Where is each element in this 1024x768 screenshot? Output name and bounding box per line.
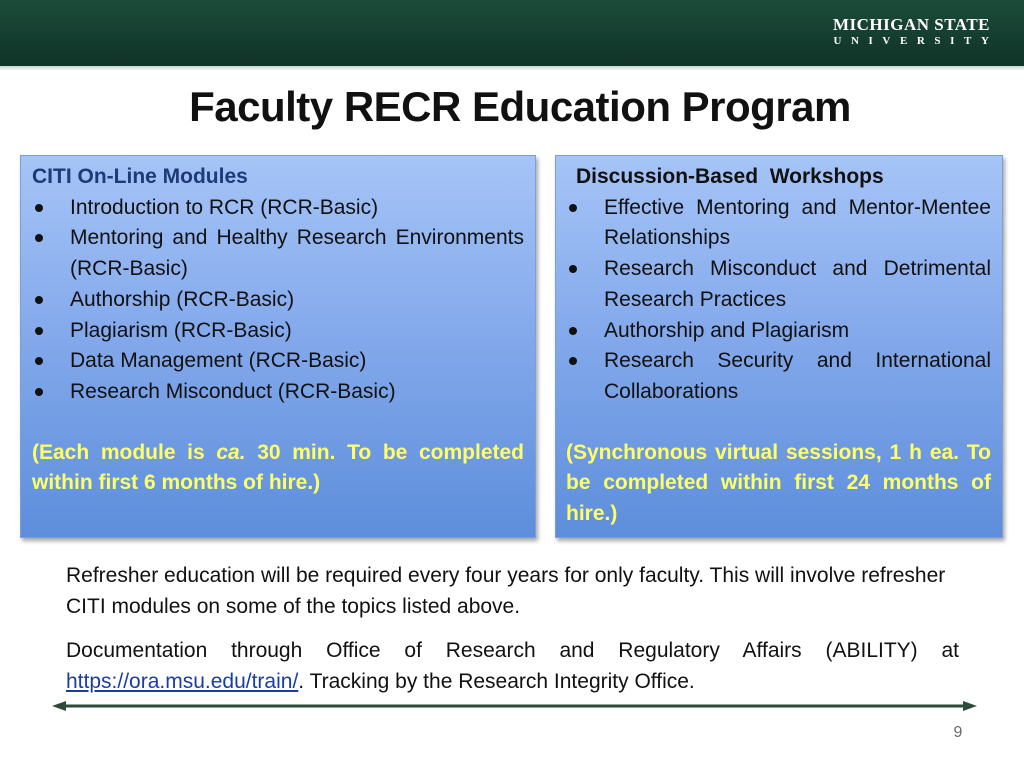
list-item: Plagiarism (RCR-Basic) xyxy=(32,316,524,347)
msu-logo xyxy=(832,15,999,48)
footer-divider xyxy=(52,700,977,712)
citi-modules-panel xyxy=(20,155,536,538)
ora-train-link[interactable]: https://ora.msu.edu/train/ xyxy=(66,669,299,693)
documentation-text: Documentation through Office of Research and Regulatory Affairs (ABILITY) at xyxy=(66,639,959,662)
documentation-text-after: . Tracking by the Research Integrity Office. xyxy=(298,669,695,693)
documentation-paragraph xyxy=(66,636,959,697)
citi-note-part1: (Each module is xyxy=(32,440,217,464)
page-number: 9 xyxy=(953,724,963,741)
list-item: Data Management (RCR-Basic) xyxy=(32,346,524,377)
citi-module-list xyxy=(32,193,524,408)
citi-note-italic: ca. xyxy=(216,440,246,464)
list-item: Research Misconduct and Detrimental Research Practices xyxy=(566,254,991,315)
list-item: Introduction to RCR (RCR-Basic) xyxy=(32,193,524,224)
list-item: Research Security and International Collaborations xyxy=(566,346,991,407)
logo-line2: UNIVERSITY xyxy=(833,35,999,47)
citi-note xyxy=(32,438,524,499)
workshops-heading: Discussion-Based Workshops xyxy=(576,165,884,188)
workshops-panel xyxy=(555,155,1003,538)
citi-heading: CITI On-Line Modules xyxy=(32,165,248,188)
refresher-paragraph: Refresher education will be required every four years for only faculty. This will involve refresher CITI modules on some of the topics listed above. xyxy=(66,564,946,618)
header-bar xyxy=(0,0,1024,66)
list-item: Effective Mentoring and Mentor-Mentee Relationships xyxy=(566,193,991,254)
citi-note-part2: 30 min. To be completed within first 6 months of hire.) xyxy=(32,440,525,495)
header-rule xyxy=(0,66,1024,71)
workshops-note: (Synchronous virtual sessions, 1 h ea. To be completed within first 24 months of hire.) xyxy=(566,440,991,526)
logo-line1: MICHIGAN STATE xyxy=(832,15,990,34)
workshop-list xyxy=(566,193,991,408)
list-item: Mentoring and Healthy Research Environments (RCR-Basic) xyxy=(32,223,524,284)
page-title: Faculty RECR Education Program xyxy=(189,83,851,130)
list-item: Authorship (RCR-Basic) xyxy=(32,285,524,316)
list-item: Authorship and Plagiarism xyxy=(566,316,991,347)
list-item: Research Misconduct (RCR-Basic) xyxy=(32,377,524,408)
